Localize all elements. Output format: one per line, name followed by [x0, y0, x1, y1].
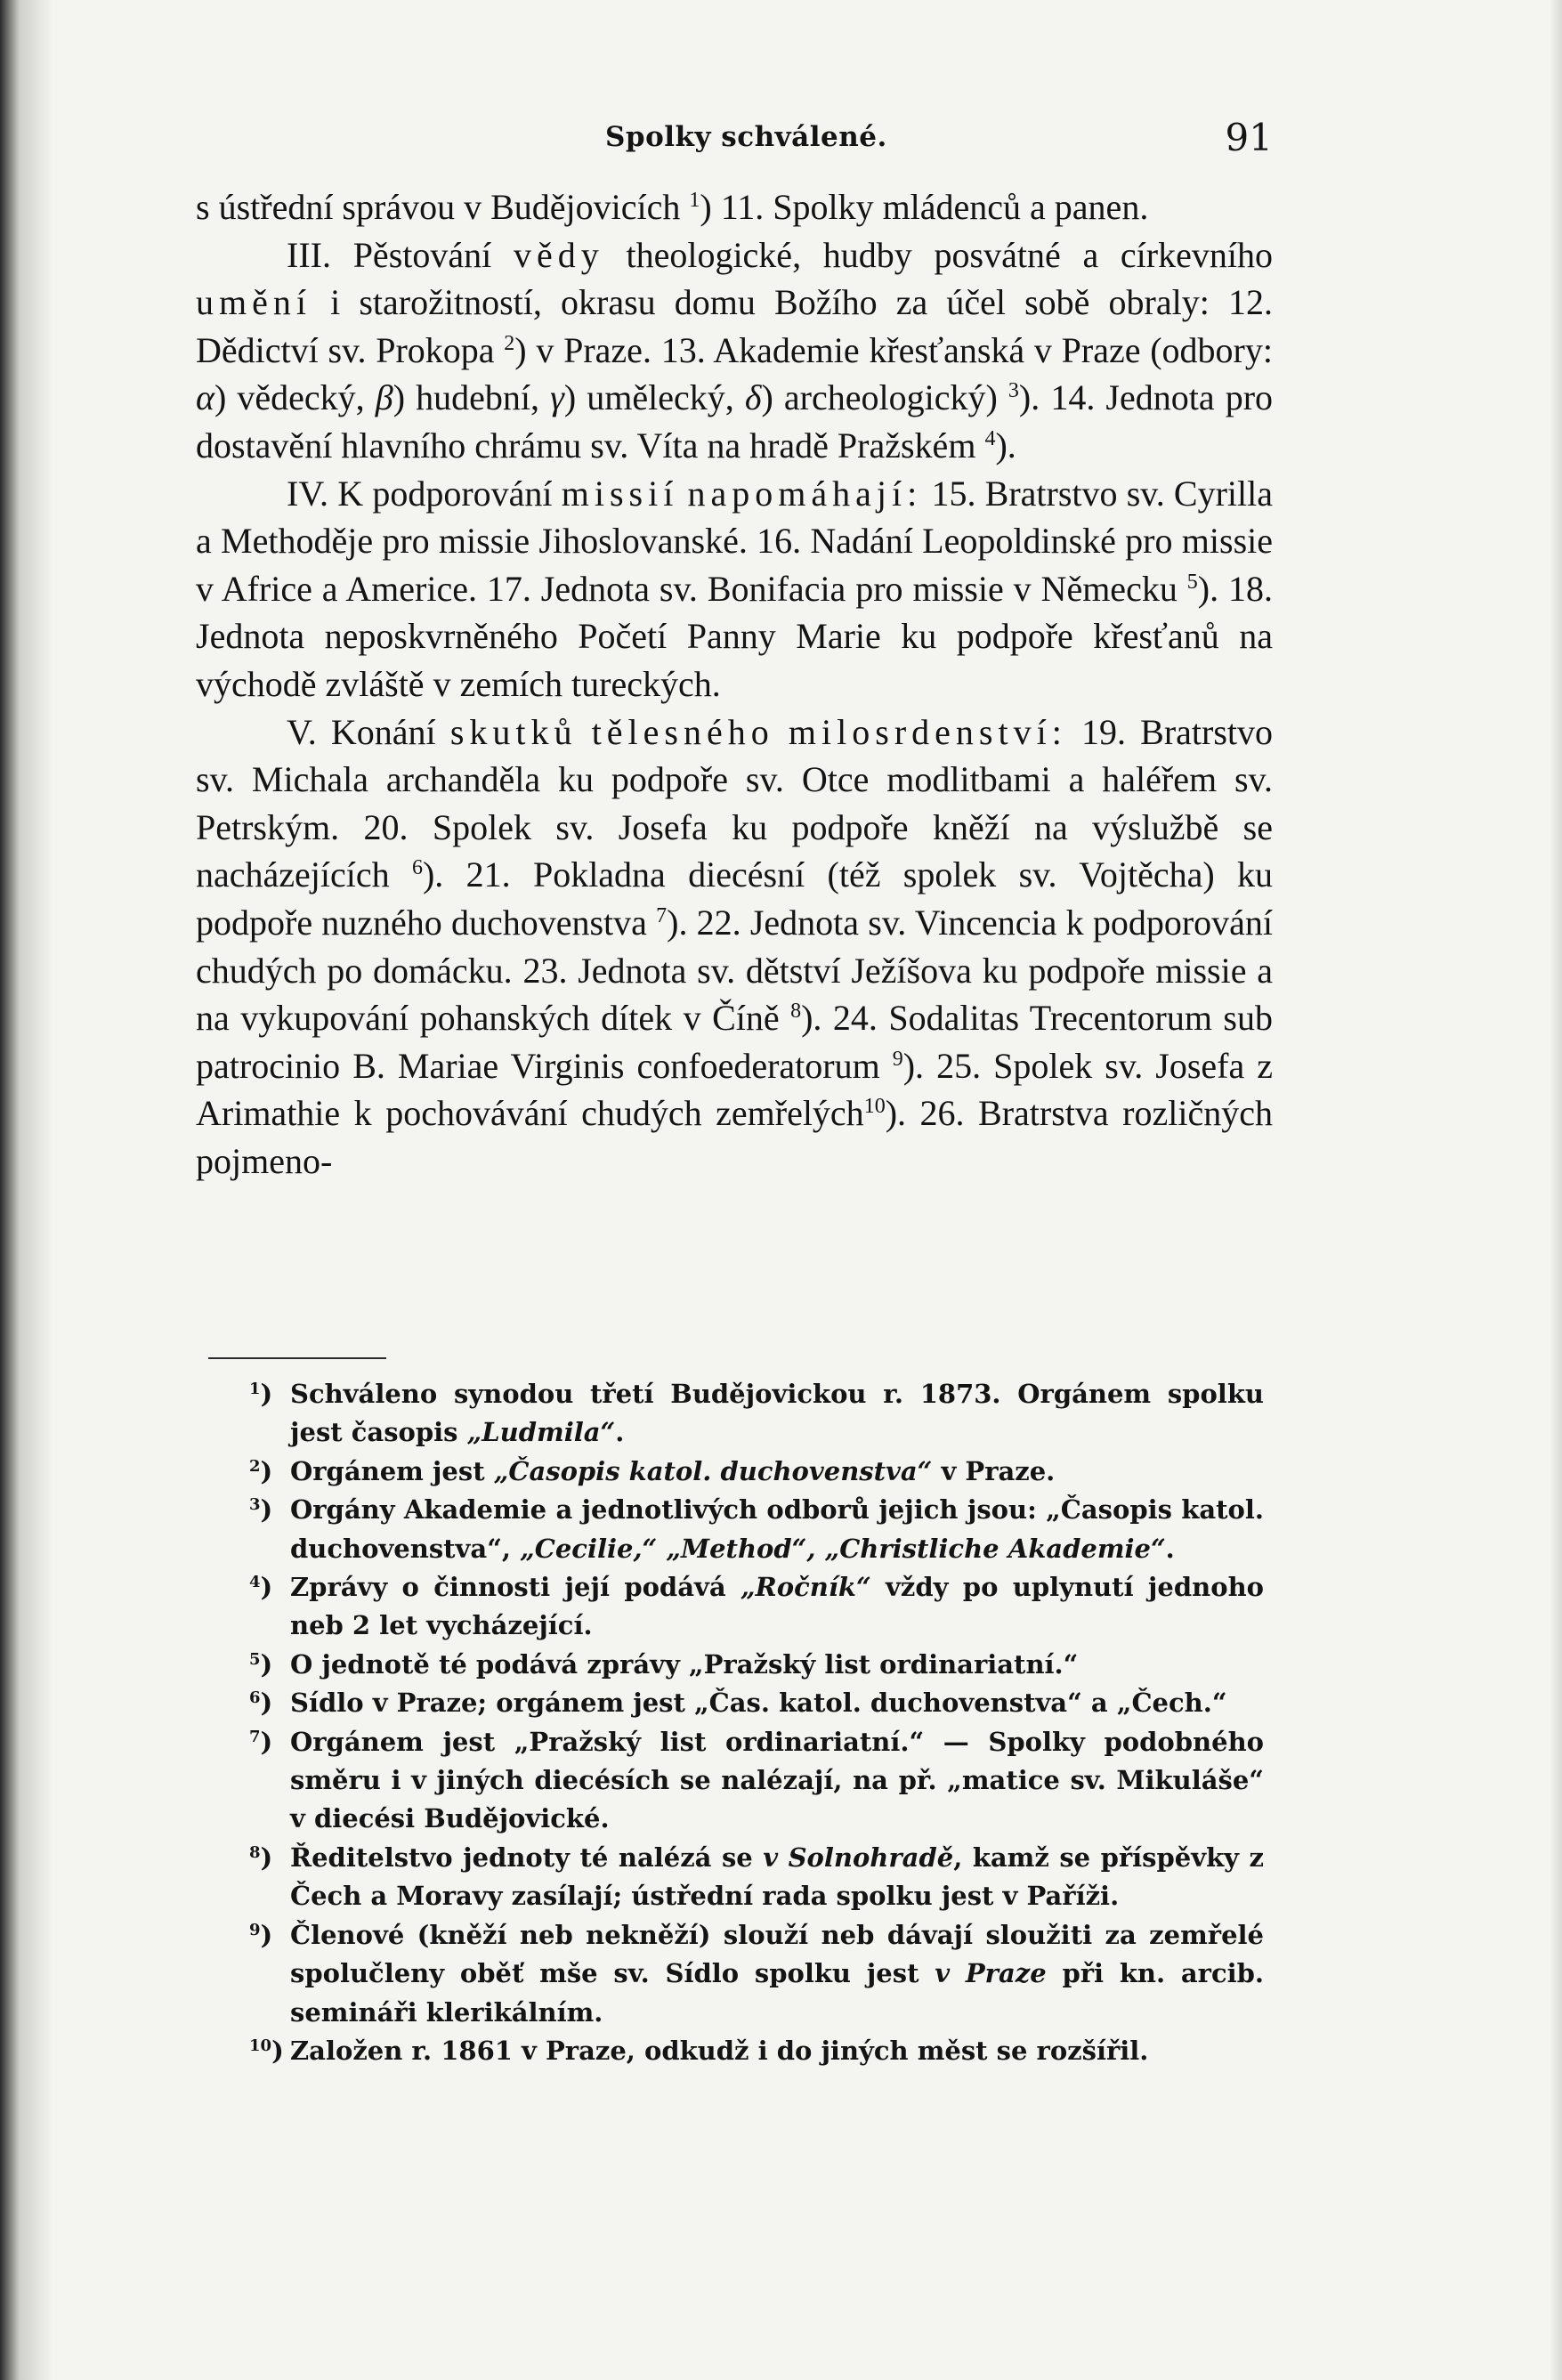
footnote-mark: $^9$): [249, 1919, 273, 1950]
text-run: [774, 712, 789, 752]
footnote: [249, 1646, 1264, 1684]
footnote-italic: v Praze: [935, 1958, 1047, 1989]
footnote-italic: v Solnohradě: [763, 1842, 954, 1873]
text-run: ) hudební,: [393, 377, 551, 418]
main-text: [196, 183, 1273, 1185]
text-run: III. Pěstování: [287, 234, 514, 275]
spaced-term: milosrdenství:: [788, 711, 1067, 752]
running-title: Spolky schválené.: [605, 121, 887, 153]
footnote-mark: $^7$): [249, 1726, 273, 1757]
footnote-italic: „Ludmila“: [466, 1417, 616, 1448]
footnote-text: při kn. arcib. semináři klerikálním.: [290, 1958, 1264, 2028]
footnote-text: Založen r. 1861 v Praze, odkudž i do jiných měst se rozšířil.: [290, 2035, 1149, 2066]
footnote-text: Schváleno synodou třetí Budějovickou r. 1873. Orgánem spolku jest časopis: [290, 1379, 1264, 1448]
footnote-text: Orgánem jest „Pražský list ordinariatní.“ — Spolky podobného směru i v jiných diecésích se nalézají, na př. „matice sv. Mikuláše“ v diecési Budějovické.: [290, 1726, 1264, 1834]
footnote-mark: $^1$): [249, 1379, 273, 1409]
text-run: ). 21. Pokladna diecésní (též spolek sv. Vojtěcha) ku podpoře nuzného duchovenstva: [196, 854, 1274, 943]
footnote-mark: $^{10}$): [249, 2035, 284, 2066]
footnote-mark: $^5$): [249, 1648, 273, 1680]
text-run: ) archeologický): [761, 377, 998, 418]
text-run: ). 18. Jednota neposkvrněného Početí Panny Marie ku podpoře křesťanů na východě zvláště v zemích tureckých.: [196, 568, 1274, 704]
footnote: [249, 1453, 1264, 1491]
footnote-text: Ředitelstvo jednoty té nalézá se: [290, 1842, 764, 1873]
text-run: ). 24. Sodalitas Trecentorum sub patrocinio B. Mariae Virginis confoederatorum: [196, 998, 1274, 1086]
footnote: [249, 1723, 1264, 1839]
footnote-separator: [208, 1357, 386, 1359]
footnote-ref: 5: [1186, 570, 1198, 594]
footnote-italic: „Cecilie,“ „Method“, „Christliche Akademie“: [520, 1533, 1166, 1564]
page-gutter-shadow: [0, 0, 53, 2380]
footnote-italic: „Časopis katol. duchovenstva“: [493, 1455, 933, 1486]
footnote-ref: 8: [790, 1000, 802, 1024]
footnote-ref: 4: [984, 426, 996, 450]
footnote-text: Orgánem jest: [290, 1455, 494, 1486]
text-run: ). 22. Jednota sv. Vincencia k podporování chudých po domácku. 23. Jednota sv. dětství Ježíšova ku podpoře missie a na vykupování pohanských dítek v Číně: [196, 902, 1274, 1039]
text-run: V. Konání: [287, 711, 450, 752]
footnote: [249, 1684, 1264, 1722]
spaced-term: missií: [561, 473, 679, 514]
text-run: ). 25. Spolek sv. Josefa z Arimathie k pochovávání chudých zemřelých: [196, 1045, 1274, 1134]
footnote-mark: $^6$): [249, 1688, 273, 1719]
footnote: [249, 1568, 1264, 1646]
footnote-text: Zprávy o činnosti její podává: [290, 1572, 741, 1603]
footnote-mark: $^4$): [249, 1572, 273, 1603]
footnote-italic: „Ročník“: [741, 1572, 871, 1603]
footnote-text: Sídlo v Praze; orgánem jest „Čas. katol. duchovenstva“ a „Čech.“: [290, 1688, 1227, 1719]
footnote-ref: 9: [892, 1047, 903, 1071]
page-right-edge: [1550, 0, 1562, 2380]
paragraph-section-v: [196, 708, 1273, 1186]
footnote-ref: 6: [411, 856, 423, 880]
footnote-text: .: [1165, 1533, 1175, 1564]
greek-letter: α: [196, 377, 214, 418]
footnote-text: vždy po uplynutí jednoho neb 2 let vycházející.: [290, 1572, 1265, 1641]
text-run: IV. K podporování: [287, 473, 562, 514]
spaced-term: umění: [196, 282, 312, 323]
footnote: [249, 1916, 1264, 2032]
text-run: ) umělecký,: [563, 377, 745, 418]
paragraph-section-iv: [196, 470, 1273, 708]
footnote-text: Orgány Akademie a jednotlivých odborů jejich jsou: „Časopis katol. duchovenstva“,: [290, 1494, 1264, 1564]
footnote: [249, 1375, 1264, 1453]
text-run: 19. Bratrstvo sv. Michala archanděla ku podpoře sv. Otce modlitbami a haléřem sv. Petrským. 20. Spolek sv. Josefa ku podpoře kněží na výslužbě se nacházejících: [196, 711, 1274, 895]
greek-letter: β: [375, 377, 393, 418]
footnote-ref: 2: [504, 331, 515, 355]
footnote-text: , kamž se příspěvky z Čech a Moravy zasílají; ústřední rada spolku jest v Paříži.: [290, 1842, 1264, 1912]
footnote-text: O jednotě té podává zprávy „Pražský list ordinariatní.“: [290, 1648, 1079, 1680]
text-run: theologické, hudby posvátné a církevního: [603, 234, 1273, 275]
footnote-text: v Praze.: [932, 1455, 1056, 1486]
footnote: [249, 2032, 1264, 2070]
greek-letter: δ: [744, 377, 762, 418]
footnote-ref: 3: [1008, 379, 1019, 403]
spaced-term: tělesného: [591, 711, 774, 752]
text-run: [678, 474, 687, 514]
page-number: 91: [1225, 116, 1273, 159]
footnote-mark: $^8$): [249, 1842, 273, 1873]
greek-letter: γ: [550, 377, 564, 418]
paragraph-section-iii: III. Pěstování vědy theologické, hudby posvátné a církevního umění i starožitností, okrasu domu Božího za účel sobě obraly: 12. Dědictví sv. Prokopa $^2$) v Praze. 13. Akademie křesťanská v Praze (odbory: α) vědecký, β) hudební, γ) umělecký, δ) archeologický) $^3$). 14. Jednota pro dostavění hlavního chrámu sv. Víta na hradě Pražském $^4$).: [196, 234, 1274, 465]
footnote-ref: 1: [689, 189, 700, 212]
paragraph-continuation: s ústřední správou v Budějovicích $^1$) 11. Spolky mládenců a panen.: [196, 187, 1149, 227]
page-header: [196, 116, 1273, 169]
text-run: v Praze. 13. Akademie křesťanská v Praze (odbory:: [526, 329, 1273, 370]
footnote-mark: $^3$): [249, 1494, 273, 1526]
spaced-term: vědy: [513, 234, 604, 275]
footnote-ref: 7: [656, 903, 668, 927]
spaced-term: napomáhají:: [687, 473, 923, 514]
text-run: ) vědecký,: [214, 377, 376, 418]
footnote-ref: 10: [863, 1095, 886, 1119]
text-run: 11. Spolky mládenců a panen.: [711, 187, 1149, 227]
text-run: i starožitností, okrasu domu Božího za účel sobě obraly: 12. Dědictví sv. Prokopa: [196, 282, 1273, 370]
spaced-term: skutků: [449, 711, 578, 752]
footnote: [249, 1839, 1264, 1916]
footnote: [249, 1491, 1264, 1568]
text-run: . 14. Jednota pro dostavění hlavního chrámu sv. Víta na hradě Pražském: [196, 377, 1274, 465]
text-run: ). 26. Bratrstva rozličných pojmeno-: [196, 1093, 1273, 1181]
footnote-text: Členové (kněží neb nekněží) slouží neb dávají sloužiti za zemřelé spolučleny oběť mše sv. Sídlo spolku jest: [290, 1919, 1264, 1989]
text-run: [578, 712, 592, 752]
footnotes: [249, 1375, 1264, 2070]
footnote-mark: $^2$): [249, 1455, 273, 1486]
footnote-text: .: [615, 1417, 625, 1448]
text-run: 15. Bratrstvo sv. Cyrilla a Methoděje pro missie Jihoslovanské. 16. Nadání Leopoldinské pro missie v Africe a Americe. 17. Jednota sv. Bonifacia pro missie v Německu: [196, 473, 1273, 609]
text-run: s ústřední správou v Budějovicích: [196, 187, 681, 227]
text-run: ).: [995, 425, 1016, 465]
